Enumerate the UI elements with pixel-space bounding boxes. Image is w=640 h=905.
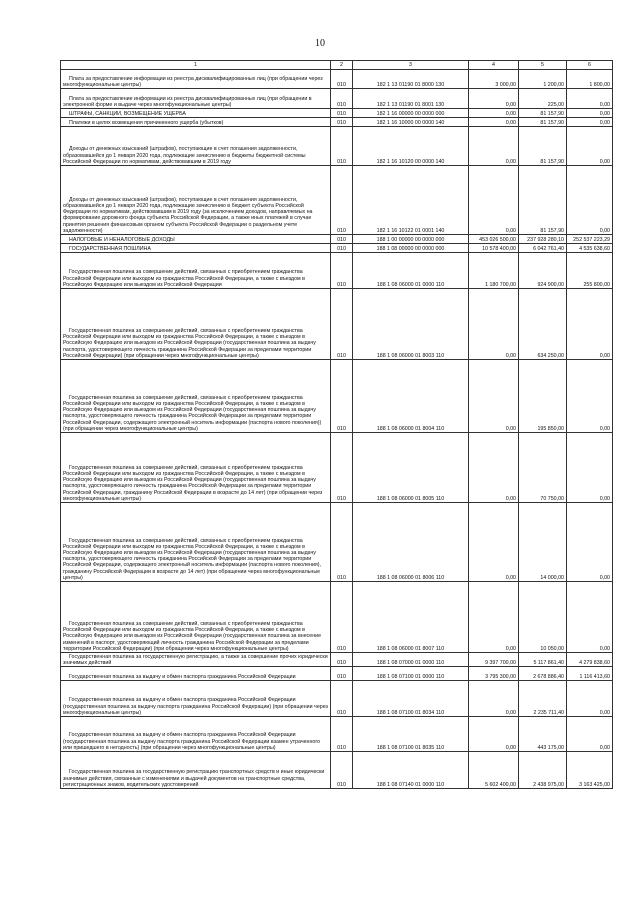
row-line-code-cell: 010 xyxy=(331,289,353,360)
row-name-cell: Доходы от денежных взысканий (штрафов), поступающие в счет погашения задолженности, образовавшейся до 1 января 2020 года, подлежащие зачислению в бюджет субъекта Российской Федерации по нормативам, действовавшим в 2019 году (за исключением доходов, направляемых на формирование дорожного фонда субъекта Российской Федерации, а также иных платежей в случае принятия решения финансовым органом субъекта Российской Федерации о раздельном учете задолженности) xyxy=(61,166,331,235)
row-column4-value-cell: 0,00 xyxy=(469,360,519,433)
header-cell: 2 xyxy=(331,61,353,70)
row-column5-value-cell: 1 200,00 xyxy=(519,70,567,89)
row-column6-value-cell: 3 163 425,00 xyxy=(567,752,613,789)
row-column4-value-cell: 0,00 xyxy=(469,582,519,653)
row-name-cell: Государственная пошлина за совершение действий, связанных с приобретением гражданства Российской Федерации или выходом из гражданства Российской Федерации, а также с въездом в Российскую Федерацию или выездом из Российской Федерации (государственная пошлина за выдачу паспорта, удостоверяющего личность гражданина Российской Федерации за пределами территории Российской Федерации, гражданину Российской Федерации в возрасте до 14 лет) (при обращении через многофункциональные центры) xyxy=(61,433,331,503)
row-column6-value-cell: 0,00 xyxy=(567,503,613,582)
row-column4-value-cell: 3 795 300,00 xyxy=(469,667,519,681)
row-column4-value-cell: 0,00 xyxy=(469,681,519,717)
row-classification-code-cell: 188 1 08 00000 00 0000 000 xyxy=(353,244,469,253)
row-classification-code-cell: 182 1 16 10120 00 0000 140 xyxy=(353,127,469,166)
row-column5-value-cell: 634 250,00 xyxy=(519,289,567,360)
table-row xyxy=(61,582,613,653)
row-name-cell: Государственная пошлина за совершение действий, связанных с приобретением гражданства Российской Федерации или выходом из гражданства Российской Федерации, а также с въездом в Российскую Федерацию или выездом из Российской Федерации xyxy=(61,253,331,289)
row-line-code-cell: 010 xyxy=(331,681,353,717)
row-name-cell: Доходы от денежных взысканий (штрафов), поступающие в счет погашения задолженности, образовавшейся до 1 января 2020 года, подлежащие зачислению в бюджеты бюджетной системы Российской Федерации по нормативам, действовавшим в 2019 году xyxy=(61,127,331,166)
row-column6-value-cell: 0,00 xyxy=(567,109,613,118)
row-classification-code-cell: 188 1 08 07100 01 0000 110 xyxy=(353,667,469,681)
row-column4-value-cell: 5 602 400,00 xyxy=(469,752,519,789)
row-column6-value-cell: 0,00 xyxy=(567,89,613,109)
table-row xyxy=(61,653,613,667)
row-line-code-cell: 010 xyxy=(331,70,353,89)
row-column5-value-cell: 81 157,90 xyxy=(519,166,567,235)
row-column6-value-cell: 1 800,00 xyxy=(567,70,613,89)
row-classification-code-cell: 188 1 08 06000 01 8007 110 xyxy=(353,582,469,653)
row-line-code-cell: 010 xyxy=(331,109,353,118)
row-name-cell: Платежи в целях возмещения причиненного ущерба (убытков) xyxy=(61,118,331,127)
row-name-cell: Государственная пошлина за совершение действий, связанных с приобретением гражданства Российской Федерации или выходом из гражданства Российской Федерации, а также с въездом в Российскую Федерацию или выездом из Российской Федерации (государственная пошлина за выдачу паспорта, удостоверяющего личность гражданина Российской Федерации за пределами территории Российской Федерации, содержащего электронный носитель информации (паспорта нового поколения), гражданину Российской Федерации в возрасте до 14 лет) (при обращении через многофункциональные центры) xyxy=(61,503,331,582)
row-column5-value-cell: 2 438 975,00 xyxy=(519,752,567,789)
table-row xyxy=(61,166,613,235)
row-line-code-cell: 010 xyxy=(331,667,353,681)
row-column6-value-cell: 0,00 xyxy=(567,681,613,717)
row-column5-value-cell: 2 235 711,40 xyxy=(519,681,567,717)
row-classification-code-cell: 188 1 08 06000 01 0000 110 xyxy=(353,253,469,289)
row-column6-value-cell: 255 800,00 xyxy=(567,253,613,289)
row-classification-code-cell: 188 1 08 07100 01 8034 110 xyxy=(353,681,469,717)
row-name-cell: Государственная пошлина за государственную регистрацию транспортных средств и иные юридически значимые действия, связанные с изменениями и выдачей документов на транспортные средства, регистрационных знаков, водительских удостоверений xyxy=(61,752,331,789)
row-line-code-cell: 010 xyxy=(331,89,353,109)
row-column5-value-cell: 5 117 861,40 xyxy=(519,653,567,667)
table-row xyxy=(61,118,613,127)
table-row xyxy=(61,433,613,503)
table-row xyxy=(61,109,613,118)
row-column4-value-cell: 0,00 xyxy=(469,717,519,752)
row-column4-value-cell: 0,00 xyxy=(469,433,519,503)
row-column6-value-cell: 0,00 xyxy=(567,118,613,127)
row-line-code-cell: 010 xyxy=(331,582,353,653)
row-name-cell: Плата за предоставление информации из реестра дисквалифицированных лиц (при обращении через многофункциональные центры) xyxy=(61,70,331,89)
row-column4-value-cell: 1 180 700,00 xyxy=(469,253,519,289)
row-line-code-cell: 010 xyxy=(331,752,353,789)
row-column5-value-cell: 225,00 xyxy=(519,89,567,109)
row-column6-value-cell: 0,00 xyxy=(567,166,613,235)
row-classification-code-cell: 188 1 08 07100 01 8035 110 xyxy=(353,717,469,752)
row-name-cell: Государственная пошлина за выдачу и обмен паспорта гражданина Российской Федерации xyxy=(61,667,331,681)
row-column6-value-cell: 0,00 xyxy=(567,127,613,166)
row-line-code-cell: 010 xyxy=(331,433,353,503)
header-cell: 3 xyxy=(353,61,469,70)
row-column6-value-cell: 252 537 223,29 xyxy=(567,235,613,244)
row-name-cell: Государственная пошлина за выдачу и обмен паспорта гражданина Российской Федерации (государственная пошлина за выдачу паспорта гражданина Российской Федерации) (при обращении через многофункциональные центры) xyxy=(61,681,331,717)
row-name-cell: Государственная пошлина за совершение действий, связанных с приобретением гражданства Российской Федерации или выходом из гражданства Российской Федерации, а также с въездом в Российскую Федерацию или выездом из Российской Федерации (государственная пошлина за внесение изменений в паспорт, удостоверяющий личность гражданина Российской Федерации за пределами территории Российской Федерации) (при обращении через многофункциональные центры) xyxy=(61,582,331,653)
row-column6-value-cell: 0,00 xyxy=(567,433,613,503)
header-cell: 6 xyxy=(567,61,613,70)
row-column5-value-cell: 2 678 886,40 xyxy=(519,667,567,681)
row-column4-value-cell: 0,00 xyxy=(469,109,519,118)
row-classification-code-cell: 188 1 08 07000 01 0000 110 xyxy=(353,653,469,667)
row-column4-value-cell: 9 397 700,00 xyxy=(469,653,519,667)
row-classification-code-cell: 182 1 13 01190 01 8001 130 xyxy=(353,89,469,109)
row-name-cell: Государственная пошлина за выдачу и обмен паспорта гражданина Российской Федерации (государственная пошлина за выдачу паспорта гражданина Российской Федерации взамен утраченного или пришедшего в негодность) (при обращении через многофункциональные центры) xyxy=(61,717,331,752)
header-cell: 5 xyxy=(519,61,567,70)
row-classification-code-cell: 188 1 08 06000 01 8004 110 xyxy=(353,360,469,433)
row-line-code-cell: 010 xyxy=(331,127,353,166)
row-column4-value-cell: 3 000,00 xyxy=(469,70,519,89)
row-column6-value-cell: 0,00 xyxy=(567,582,613,653)
row-column6-value-cell: 4 535 638,60 xyxy=(567,244,613,253)
table-row xyxy=(61,667,613,681)
row-column6-value-cell: 4 279 838,60 xyxy=(567,653,613,667)
header-cell: 1 xyxy=(61,61,331,70)
row-column6-value-cell: 1 116 413,60 xyxy=(567,667,613,681)
row-line-code-cell: 010 xyxy=(331,244,353,253)
header-cell: 4 xyxy=(469,61,519,70)
row-name-cell: Государственная пошлина за совершение действий, связанных с приобретением гражданства Российской Федерации или выходом из гражданства Российской Федерации, а также с въездом в Российскую Федерацию или выездом из Российской Федерации (государственная пошлина за выдачу паспорта, удостоверяющего личность гражданина Российской Федерации за пределами территории Российской Федерации, содержащего электронный носитель информации (паспорта нового поколения)) (при обращении через многофункциональные центры) xyxy=(61,360,331,433)
row-column4-value-cell: 0,00 xyxy=(469,118,519,127)
table-header-row xyxy=(61,61,613,70)
table-row xyxy=(61,289,613,360)
row-name-cell: Плата за предоставление информации из реестра дисквалифицированных лиц (при обращении в электронной форме и выдаче через многофункциональные центры) xyxy=(61,89,331,109)
row-line-code-cell: 010 xyxy=(331,118,353,127)
row-column5-value-cell: 195 850,00 xyxy=(519,360,567,433)
row-line-code-cell: 010 xyxy=(331,717,353,752)
row-name-cell: Государственная пошлина за совершение действий, связанных с приобретением гражданства Российской Федерации или выходом из гражданства Российской Федерации, а также с въездом в Российскую Федерацию или выездом из Российской Федерации (государственная пошлина за выдачу паспорта, удостоверяющего личность гражданина Российской Федерации за пределами территории Российской Федерации) (при обращении через многофункциональные центры) xyxy=(61,289,331,360)
row-line-code-cell: 010 xyxy=(331,360,353,433)
table-row xyxy=(61,89,613,109)
row-column4-value-cell: 0,00 xyxy=(469,166,519,235)
row-column5-value-cell: 70 750,00 xyxy=(519,433,567,503)
table-row xyxy=(61,503,613,582)
table-row xyxy=(61,360,613,433)
row-line-code-cell: 010 xyxy=(331,253,353,289)
row-classification-code-cell: 188 1 00 00000 00 0000 000 xyxy=(353,235,469,244)
row-column5-value-cell: 6 042 761,40 xyxy=(519,244,567,253)
row-column4-value-cell: 453 026 500,00 xyxy=(469,235,519,244)
table-row xyxy=(61,127,613,166)
row-column5-value-cell: 14 000,00 xyxy=(519,503,567,582)
table-row xyxy=(61,253,613,289)
row-name-cell: ШТРАФЫ, САНКЦИИ, ВОЗМЕЩЕНИЕ УЩЕРБА xyxy=(61,109,331,118)
row-column5-value-cell: 10 050,00 xyxy=(519,582,567,653)
row-column5-value-cell: 81 157,90 xyxy=(519,118,567,127)
row-name-cell: ГОСУДАРСТВЕННАЯ ПОШЛИНА xyxy=(61,244,331,253)
row-name-cell: НАЛОГОВЫЕ И НЕНАЛОГОВЫЕ ДОХОДЫ xyxy=(61,235,331,244)
row-column4-value-cell: 0,00 xyxy=(469,289,519,360)
page-number: 10 xyxy=(315,38,325,49)
revenue-table xyxy=(60,60,613,789)
row-column5-value-cell: 81 157,90 xyxy=(519,127,567,166)
table-row xyxy=(61,235,613,244)
row-classification-code-cell: 188 1 08 06000 01 8003 110 xyxy=(353,289,469,360)
row-column6-value-cell: 0,00 xyxy=(567,360,613,433)
row-column4-value-cell: 0,00 xyxy=(469,503,519,582)
row-line-code-cell: 010 xyxy=(331,653,353,667)
row-column4-value-cell: 10 578 400,00 xyxy=(469,244,519,253)
row-column5-value-cell: 924 900,00 xyxy=(519,253,567,289)
row-classification-code-cell: 188 1 08 07140 01 0000 110 xyxy=(353,752,469,789)
row-column5-value-cell: 443 175,00 xyxy=(519,717,567,752)
row-column4-value-cell: 0,00 xyxy=(469,89,519,109)
table-row xyxy=(61,717,613,752)
row-classification-code-cell: 188 1 08 06000 01 8005 110 xyxy=(353,433,469,503)
row-column6-value-cell: 0,00 xyxy=(567,717,613,752)
row-classification-code-cell: 182 1 16 10122 01 0001 140 xyxy=(353,166,469,235)
table-row xyxy=(61,70,613,89)
row-classification-code-cell: 182 1 16 10000 00 0000 140 xyxy=(353,118,469,127)
table-row xyxy=(61,752,613,789)
row-name-cell: Государственная пошлина за государственную регистрацию, а также за совершение прочих юридически значимых действий xyxy=(61,653,331,667)
row-column4-value-cell: 0,00 xyxy=(469,127,519,166)
row-classification-code-cell: 182 1 16 00000 00 0000 000 xyxy=(353,109,469,118)
row-line-code-cell: 010 xyxy=(331,503,353,582)
row-classification-code-cell: 182 1 13 01190 01 8000 130 xyxy=(353,70,469,89)
row-line-code-cell: 010 xyxy=(331,235,353,244)
row-column5-value-cell: 237 928 280,10 xyxy=(519,235,567,244)
row-column5-value-cell: 81 157,90 xyxy=(519,109,567,118)
table-row xyxy=(61,681,613,717)
row-classification-code-cell: 188 1 08 06000 01 8006 110 xyxy=(353,503,469,582)
row-column6-value-cell: 0,00 xyxy=(567,289,613,360)
table-row xyxy=(61,244,613,253)
row-line-code-cell: 010 xyxy=(331,166,353,235)
